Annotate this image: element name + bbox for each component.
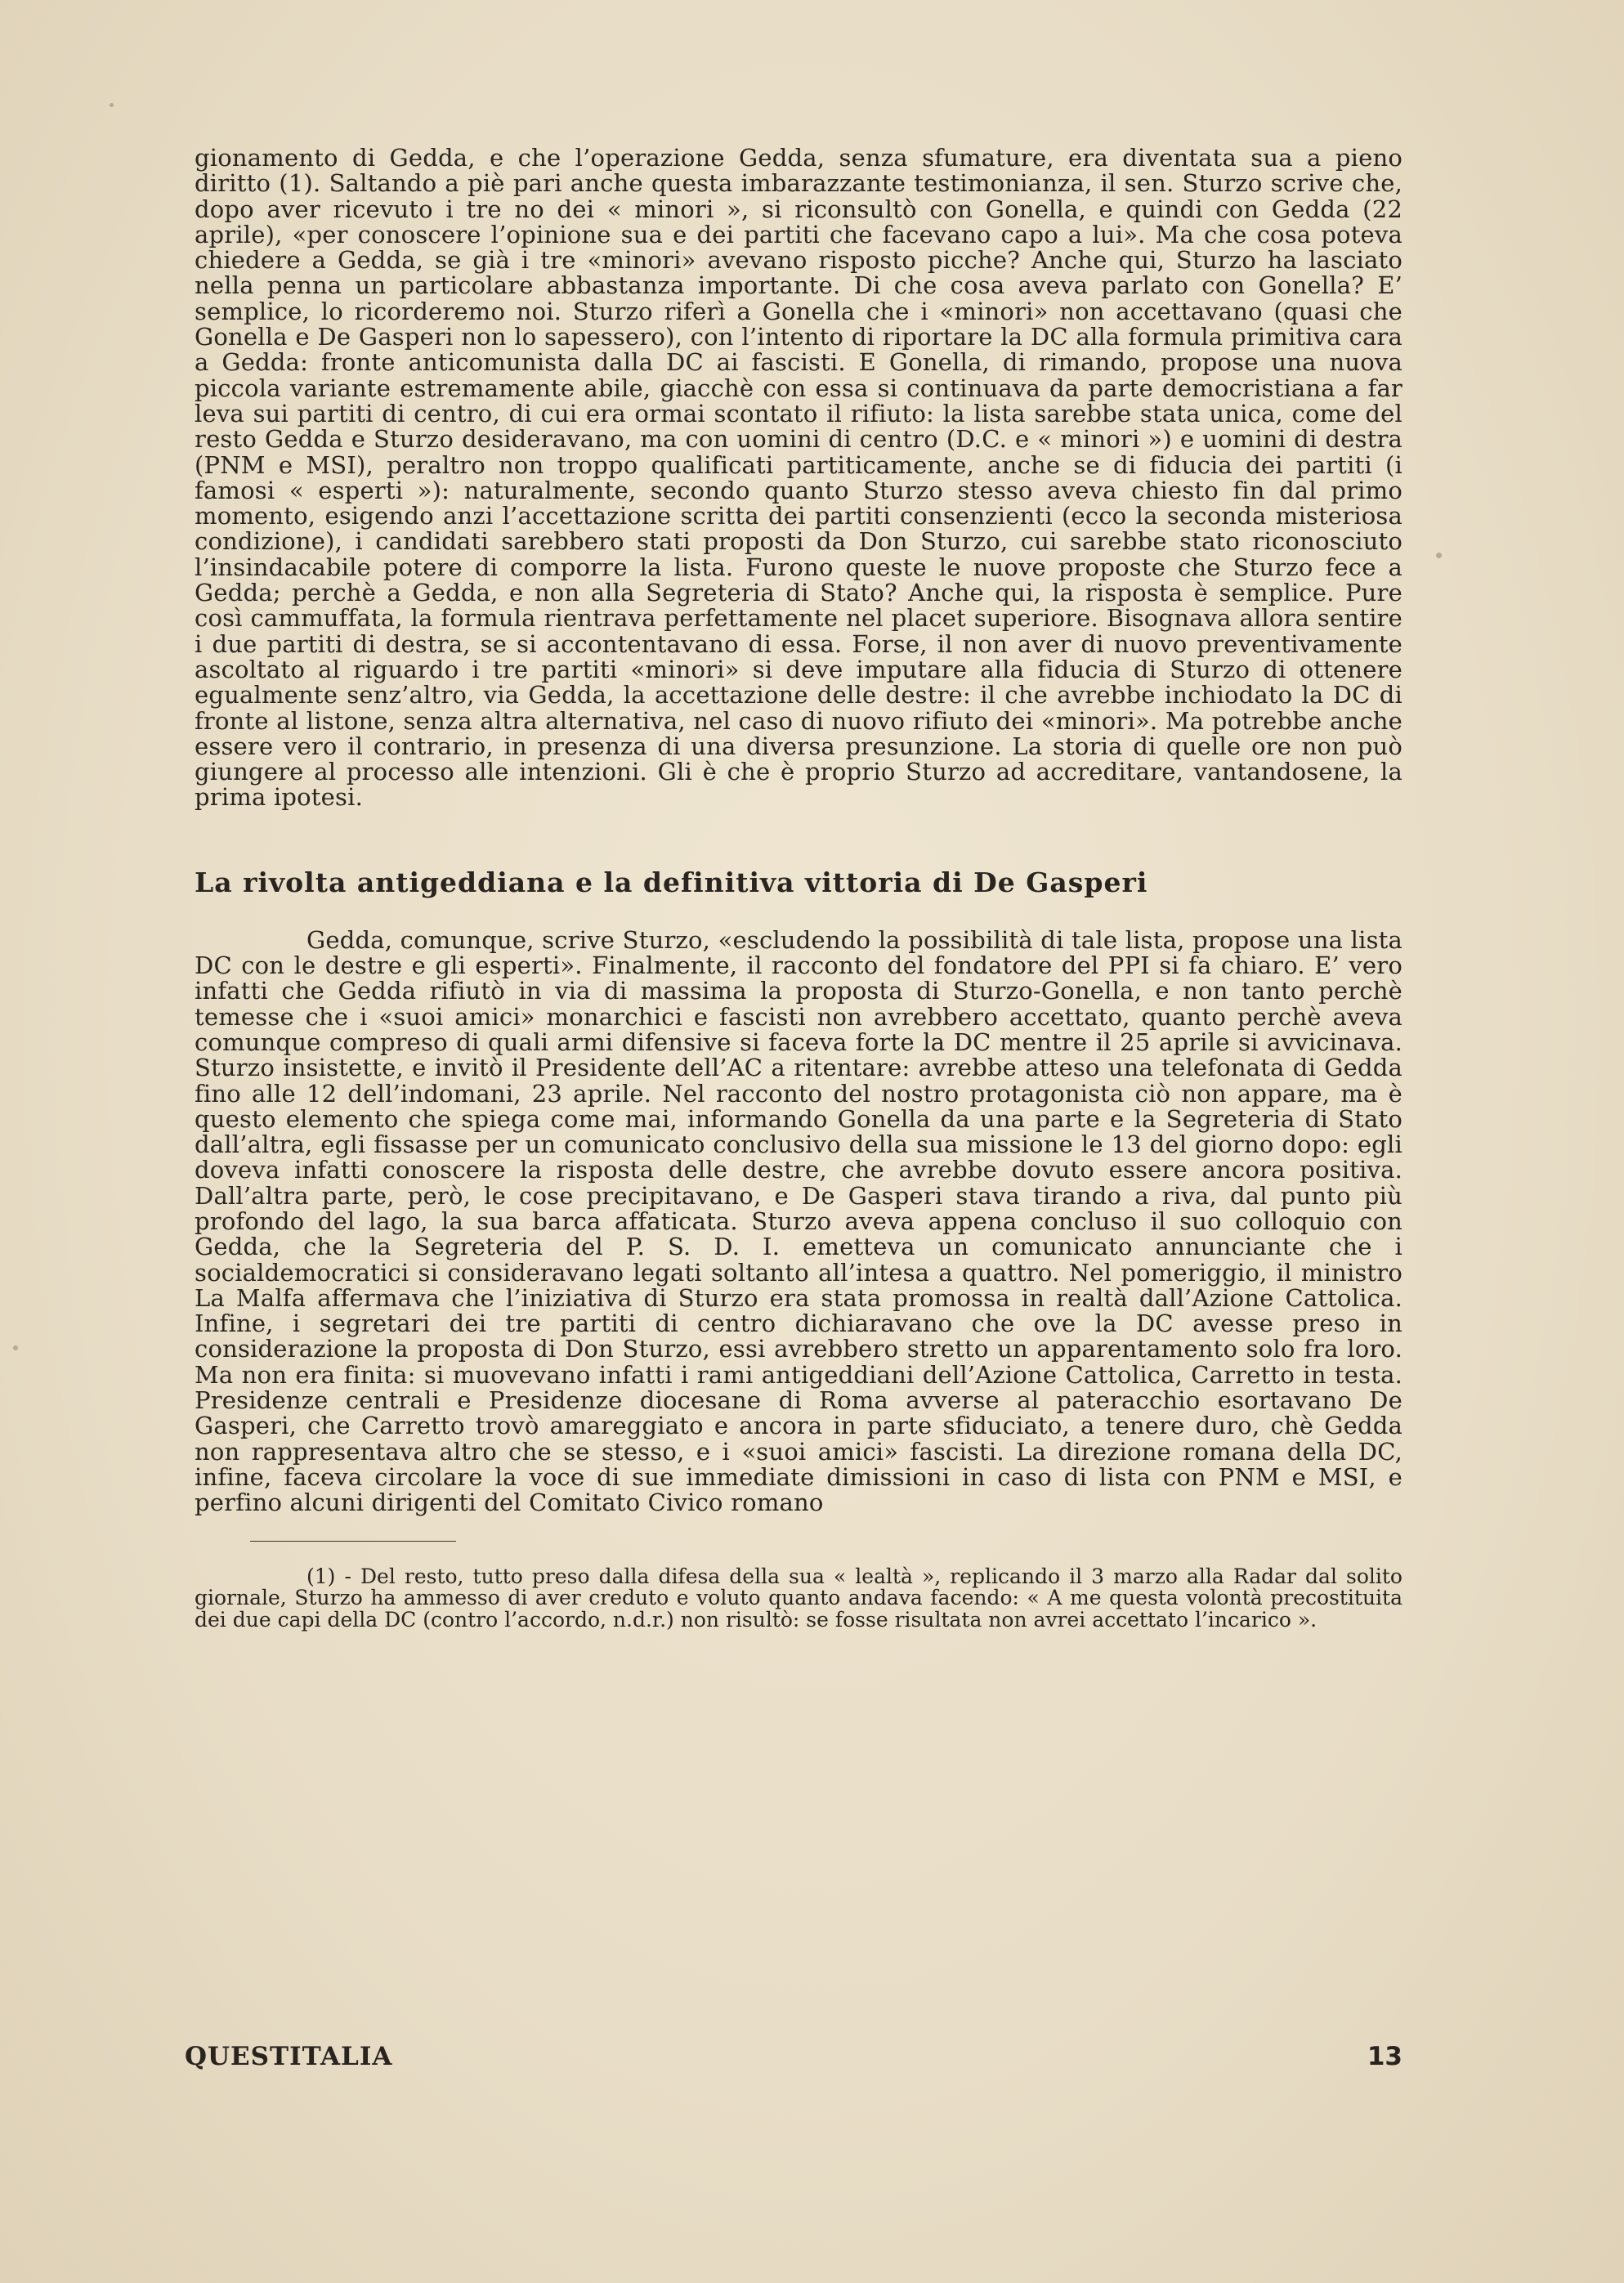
article-column bbox=[195, 145, 1403, 1631]
footnote-text: (1) - Del resto, tutto preso dalla difesa della sua « lealtà », replicando il 3 marzo alla Radar dal solito giornale, Sturzo ha ammesso di aver creduto e voluto quanto andava facendo: « A me questa volontà precostituita dei due capi della DC (contro l’accordo, n.d.r.) non risultò: se fosse risultata non avrei accettato l’incarico ». bbox=[195, 1564, 1403, 1632]
paper-speck bbox=[13, 1345, 18, 1350]
magazine-name: QUESTITALIA bbox=[185, 2042, 393, 2071]
paper-speck bbox=[1436, 553, 1442, 558]
paper-speck bbox=[110, 103, 114, 107]
article-body-continued bbox=[195, 925, 1403, 1517]
paragraph: gionamento di Gedda, e che l’operazione Gedda, senza sfumature, era diventata sua a pieno diritto (1). Saltando a piè pari anche questa imbarazzante testimonianza, il sen. Sturzo scrive che, dopo aver ricevuto i tre no dei « minori », si riconsultò con Gonella, e quindi con Gedda (22 aprile), «per conoscere l’opinione sua e dei partiti che facevano capo a lui». Ma che cosa poteva chiedere a Gedda, se già i tre «minori» avevano risposto picche? Anche qui, Sturzo ha lasciato nella penna un particolare abbastanza importante. Di che cosa aveva parlato con Gonella? E’ semplice, lo ricorderemo noi. Sturzo riferì a Gonella che i «minori» non accettavano (quasi che Gonella e De Gasperi non lo sapessero), con l’intento di riportare la DC alla formula primitiva cara a Gedda: fronte anticomunista dalla DC ai fascisti. E Gonella, di rimando, propose una nuova piccola variante estremamente abile, giacchè con essa si continuava da parte democristiana a far leva sui partiti di centro, di cui era ormai scontato il rifiuto: la lista sarebbe stata unica, come del resto Gedda e Sturzo desideravano, ma con uomini di centro (D.C. e « minori ») e uomini di destra (PNM e MSI), peraltro non troppo qualificati partiticamente, anche se di fiducia dei partiti (i famosi « esperti »): naturalmente, secondo quanto Sturzo stesso aveva chiesto fin dal primo momento, esigendo anzi l’accettazione scritta dei partiti consenzienti (ecco la seconda misteriosa condizione), i candidati sarebbero stati proposti da Don Sturzo, cui sarebbe stato riconosciuto l’insindacabile potere di comporre la lista. Furono queste le nuove proposte che Sturzo fece a Gedda; perchè a Gedda, e non alla Segreteria di Stato? Anche qui, la risposta è semplice. Pure così cammuffata, la formula rientrava perfettamente nel placet superiore. Bisognava allora sentire i due partiti di destra, se si accontentavano di essa. Forse, il non aver di nuovo preventivamente ascoltato al riguardo i tre partiti «minori» si deve imputare alla fiducia di Sturzo di ottenere egualmente senz’altro, via Gedda, la accettazione delle destre: il che avrebbe inchiodato la DC di fronte al listone, senza altra alternativa, nel caso di nuovo rifiuto dei «minori». Ma potrebbe anche essere vero il contrario, in presenza di una diversa presunzione. La storia di quelle ore non può giungere al processo alle intenzioni. Gli è che è proprio Sturzo ad accreditare, vantandosene, la prima ipotesi. bbox=[195, 144, 1403, 812]
page-footer bbox=[185, 2042, 1403, 2075]
paragraph: Gedda, comunque, scrive Sturzo, «escludendo la possibilità di tale lista, propose una lista DC con le destre e gli esperti». Finalmente, il racconto del fondatore del PPI si fa chiaro. E’ vero infatti che Gedda rifiutò in via di massima la proposta di Sturzo-Gonella, e non tanto perchè temesse che i «suoi amici» monarchici e fascisti non avrebbero accettato, quanto perchè aveva comunque compreso di quali armi difensive si faceva forte la DC mentre il 25 aprile si avvicinava. Sturzo insistette, e invitò il Presidente dell’AC a ritentare: avrebbe atteso una telefonata di Gedda fino alle 12 dell’indomani, 23 aprile. Nel racconto del nostro protagonista ciò non appare, ma è questo elemento che spiega come mai, informando Gonella da una parte e la Segreteria di Stato dall’altra, egli fissasse per un comunicato conclusivo della sua missione le 13 del giorno dopo: egli doveva infatti conoscere la risposta delle destre, che avrebbe dovuto essere ancora positiva. Dall’altra parte, però, le cose precipitavano, e De Gasperi stava tirando a riva, dal punto più profondo del lago, la sua barca affaticata. Sturzo aveva appena concluso il suo colloquio con Gedda, che la Segreteria del P. S. D. I. emetteva un comunicato annunciante che i socialdemocratici si consideravano legati soltanto all’intesa a quattro. Nel pomeriggio, il ministro La Malfa affermava che l’iniziativa di Sturzo era stata promossa in realtà dall’Azione Cattolica. Infine, i segretari dei tre partiti di centro dichiaravano che ove la DC avesse preso in considerazione la proposta di Don Sturzo, essi avrebbero stretto un apparentamento solo fra loro. Ma non era finita: si muovevano infatti i rami antigeddiani dell’Azione Cattolica, Carretto in testa. Presidenze centrali e Presidenze diocesane di Roma avverse al pateracchio esortavano De Gasperi, che Carretto trovò amareggiato e ancora in parte sfiduciato, a tenere duro, chè Gedda non rappresentava altro che se stesso, e i «suoi amici» fascisti. La direzione romana della DC, infine, faceva circolare la voce di sue immediate dimissioni in caso di lista con PNM e MSI, e perfino alcuni dirigenti del Comitato Civico romano bbox=[195, 925, 1403, 1517]
article-body bbox=[195, 145, 1403, 811]
page-number: 13 bbox=[1367, 2042, 1403, 2071]
footnote bbox=[195, 1566, 1403, 1632]
footnote-divider bbox=[250, 1541, 456, 1542]
section-heading: La rivolta antigeddiana e la definitiva vittoria di De Gasperi bbox=[195, 866, 1148, 898]
